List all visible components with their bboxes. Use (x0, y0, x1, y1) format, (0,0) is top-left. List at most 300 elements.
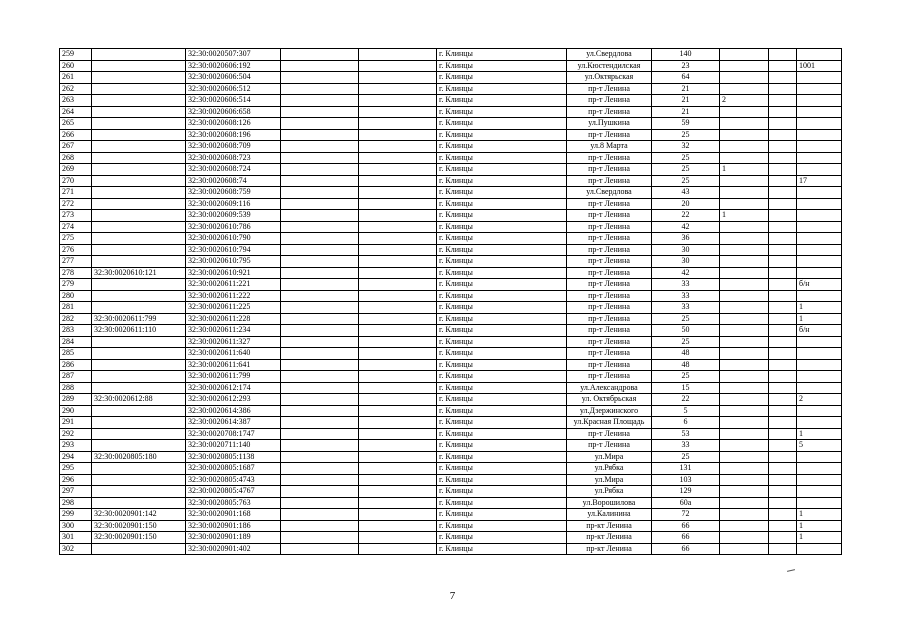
cadastral-number-cell: 32:30:0020608:196 (186, 129, 281, 141)
cadastral-number-cell: 32:30:0020611:228 (186, 313, 281, 325)
cadastral-number-cell: 32:30:0020901:189 (186, 532, 281, 544)
apartment-number-cell: б/н (797, 279, 842, 291)
empty-cell-b-cell (359, 164, 437, 176)
apartment-number-cell (797, 382, 842, 394)
city-cell: г. Клинцы (437, 129, 567, 141)
empty-cell-a-cell (281, 336, 359, 348)
empty-cell-c-cell (769, 233, 797, 245)
city-cell: г. Клинцы (437, 256, 567, 268)
street-cell: ул.Дзержинского (567, 405, 652, 417)
old-cadastral-number-cell (92, 244, 186, 256)
apartment-number-cell (797, 118, 842, 130)
apartment-number-cell (797, 336, 842, 348)
city-cell: г. Клинцы (437, 187, 567, 199)
apartment-number-cell (797, 198, 842, 210)
empty-cell-a-cell (281, 129, 359, 141)
street-cell: пр-т Ленина (567, 164, 652, 176)
house-number-cell: 22 (652, 210, 720, 222)
city-cell: г. Клинцы (437, 221, 567, 233)
apartment-number-cell: 2 (797, 394, 842, 406)
empty-cell-a-cell (281, 72, 359, 84)
empty-cell-c-cell (769, 371, 797, 383)
house-number-cell: 25 (652, 175, 720, 187)
table-row (60, 290, 842, 302)
apartment-number-cell (797, 267, 842, 279)
building-number-cell (720, 405, 769, 417)
empty-cell-b-cell (359, 313, 437, 325)
empty-cell-c-cell (769, 474, 797, 486)
city-cell: г. Клинцы (437, 382, 567, 394)
cadastral-number-cell: 32:30:0020606:658 (186, 106, 281, 118)
empty-cell-b-cell (359, 463, 437, 475)
old-cadastral-number-cell (92, 382, 186, 394)
building-number-cell (720, 509, 769, 521)
page-number: 7 (449, 590, 456, 602)
empty-cell-c-cell (769, 210, 797, 222)
empty-cell-c-cell (769, 405, 797, 417)
building-number-cell (720, 371, 769, 383)
cadastral-number-cell: 32:30:0020606:512 (186, 83, 281, 95)
row-number-cell: 291 (60, 417, 92, 429)
apartment-number-cell: 1 (797, 532, 842, 544)
empty-cell-b-cell (359, 187, 437, 199)
street-cell: пр-кт Ленина (567, 520, 652, 532)
empty-cell-c-cell (769, 451, 797, 463)
empty-cell-c-cell (769, 60, 797, 72)
old-cadastral-number-cell (92, 72, 186, 84)
empty-cell-a-cell (281, 49, 359, 61)
empty-cell-a-cell (281, 210, 359, 222)
city-cell: г. Клинцы (437, 313, 567, 325)
table-row (60, 83, 842, 95)
empty-cell-a-cell (281, 95, 359, 107)
city-cell: г. Клинцы (437, 543, 567, 555)
empty-cell-a-cell (281, 267, 359, 279)
house-number-cell: 32 (652, 141, 720, 153)
table-row (60, 497, 842, 509)
house-number-cell: 66 (652, 520, 720, 532)
table-row (60, 428, 842, 440)
old-cadastral-number-cell (92, 290, 186, 302)
city-cell: г. Клинцы (437, 520, 567, 532)
empty-cell-b-cell (359, 486, 437, 498)
old-cadastral-number-cell (92, 440, 186, 452)
apartment-number-cell (797, 543, 842, 555)
old-cadastral-number-cell (92, 152, 186, 164)
empty-cell-b-cell (359, 428, 437, 440)
table-row (60, 336, 842, 348)
row-number-cell: 292 (60, 428, 92, 440)
city-cell: г. Клинцы (437, 279, 567, 291)
empty-cell-c-cell (769, 118, 797, 130)
street-cell: ул.Рябка (567, 486, 652, 498)
empty-cell-a-cell (281, 451, 359, 463)
empty-cell-a-cell (281, 394, 359, 406)
table-row (60, 95, 842, 107)
building-number-cell (720, 382, 769, 394)
empty-cell-a-cell (281, 198, 359, 210)
empty-cell-c-cell (769, 348, 797, 360)
city-cell: г. Клинцы (437, 509, 567, 521)
cadastral-number-cell: 32:30:0020610:786 (186, 221, 281, 233)
row-number-cell: 287 (60, 371, 92, 383)
building-number-cell (720, 49, 769, 61)
building-number-cell (720, 359, 769, 371)
apartment-number-cell: 1 (797, 313, 842, 325)
building-number-cell (720, 543, 769, 555)
row-number-cell: 269 (60, 164, 92, 176)
street-cell: пр-т Ленина (567, 129, 652, 141)
old-cadastral-number-cell: 32:30:0020610:121 (92, 267, 186, 279)
table-row (60, 486, 842, 498)
empty-cell-a-cell (281, 325, 359, 337)
empty-cell-b-cell (359, 141, 437, 153)
old-cadastral-number-cell (92, 348, 186, 360)
street-cell: пр-т Ленина (567, 440, 652, 452)
street-cell: ул.Свердлова (567, 187, 652, 199)
empty-cell-c-cell (769, 463, 797, 475)
city-cell: г. Клинцы (437, 428, 567, 440)
building-number-cell (720, 325, 769, 337)
table-row (60, 210, 842, 222)
street-cell: пр-т Ленина (567, 348, 652, 360)
apartment-number-cell (797, 72, 842, 84)
building-number-cell (720, 302, 769, 314)
empty-cell-c-cell (769, 175, 797, 187)
street-cell: пр-т Ленина (567, 233, 652, 245)
apartment-number-cell (797, 290, 842, 302)
row-number-cell: 275 (60, 233, 92, 245)
empty-cell-c-cell (769, 129, 797, 141)
apartment-number-cell (797, 141, 842, 153)
empty-cell-a-cell (281, 348, 359, 360)
empty-cell-c-cell (769, 83, 797, 95)
empty-cell-b-cell (359, 279, 437, 291)
table-row (60, 72, 842, 84)
table-row (60, 313, 842, 325)
apartment-number-cell (797, 359, 842, 371)
cadastral-number-cell: 32:30:0020610:795 (186, 256, 281, 268)
cadastral-number-cell: 32:30:0020610:921 (186, 267, 281, 279)
cadastral-register-table (59, 48, 842, 555)
city-cell: г. Клинцы (437, 394, 567, 406)
empty-cell-b-cell (359, 417, 437, 429)
row-number-cell: 259 (60, 49, 92, 61)
empty-cell-b-cell (359, 256, 437, 268)
old-cadastral-number-cell (92, 198, 186, 210)
empty-cell-a-cell (281, 405, 359, 417)
empty-cell-c-cell (769, 543, 797, 555)
empty-cell-b-cell (359, 532, 437, 544)
empty-cell-a-cell (281, 60, 359, 72)
city-cell: г. Клинцы (437, 405, 567, 417)
empty-cell-c-cell (769, 221, 797, 233)
house-number-cell: 15 (652, 382, 720, 394)
house-number-cell: 59 (652, 118, 720, 130)
city-cell: г. Клинцы (437, 348, 567, 360)
building-number-cell (720, 256, 769, 268)
building-number-cell (720, 152, 769, 164)
old-cadastral-number-cell: 32:30:0020612:88 (92, 394, 186, 406)
empty-cell-a-cell (281, 244, 359, 256)
empty-cell-a-cell (281, 359, 359, 371)
house-number-cell: 50 (652, 325, 720, 337)
empty-cell-b-cell (359, 359, 437, 371)
row-number-cell: 299 (60, 509, 92, 521)
empty-cell-a-cell (281, 474, 359, 486)
street-cell: ул.Мира (567, 474, 652, 486)
street-cell: пр-т Ленина (567, 267, 652, 279)
building-number-cell (720, 279, 769, 291)
table-row (60, 244, 842, 256)
building-number-cell (720, 532, 769, 544)
apartment-number-cell (797, 244, 842, 256)
street-cell: ул.Красная Площадь (567, 417, 652, 429)
table-row (60, 382, 842, 394)
old-cadastral-number-cell (92, 279, 186, 291)
table-row (60, 543, 842, 555)
table-row (60, 267, 842, 279)
empty-cell-b-cell (359, 152, 437, 164)
cadastral-number-cell: 32:30:0020611:225 (186, 302, 281, 314)
cadastral-number-cell: 32:30:0020611:234 (186, 325, 281, 337)
row-number-cell: 296 (60, 474, 92, 486)
empty-cell-c-cell (769, 164, 797, 176)
row-number-cell: 297 (60, 486, 92, 498)
empty-cell-b-cell (359, 210, 437, 222)
cadastral-number-cell: 32:30:0020711:140 (186, 440, 281, 452)
cadastral-number-cell: 32:30:0020614:386 (186, 405, 281, 417)
street-cell: ул.8 Марта (567, 141, 652, 153)
table-row (60, 106, 842, 118)
cadastral-number-cell: 32:30:0020901:168 (186, 509, 281, 521)
empty-cell-b-cell (359, 129, 437, 141)
table-row (60, 118, 842, 130)
house-number-cell: 30 (652, 256, 720, 268)
street-cell: пр-т Ленина (567, 290, 652, 302)
house-number-cell: 42 (652, 267, 720, 279)
row-number-cell: 279 (60, 279, 92, 291)
street-cell: пр-т Ленина (567, 279, 652, 291)
old-cadastral-number-cell (92, 175, 186, 187)
house-number-cell: 25 (652, 164, 720, 176)
cadastral-number-cell: 32:30:0020608:723 (186, 152, 281, 164)
building-number-cell: 1 (720, 210, 769, 222)
building-number-cell (720, 394, 769, 406)
old-cadastral-number-cell (92, 95, 186, 107)
cadastral-number-cell: 32:30:0020608:709 (186, 141, 281, 153)
apartment-number-cell (797, 371, 842, 383)
old-cadastral-number-cell (92, 187, 186, 199)
apartment-number-cell: 1 (797, 428, 842, 440)
city-cell: г. Клинцы (437, 474, 567, 486)
house-number-cell: 33 (652, 440, 720, 452)
old-cadastral-number-cell (92, 359, 186, 371)
street-cell: пр-т Ленина (567, 210, 652, 222)
empty-cell-b-cell (359, 198, 437, 210)
empty-cell-c-cell (769, 72, 797, 84)
empty-cell-a-cell (281, 463, 359, 475)
building-number-cell: 1 (720, 164, 769, 176)
house-number-cell: 103 (652, 474, 720, 486)
row-number-cell: 277 (60, 256, 92, 268)
street-cell: пр-т Ленина (567, 95, 652, 107)
empty-cell-b-cell (359, 440, 437, 452)
city-cell: г. Клинцы (437, 49, 567, 61)
apartment-number-cell: 1001 (797, 60, 842, 72)
old-cadastral-number-cell (92, 141, 186, 153)
old-cadastral-number-cell (92, 118, 186, 130)
cadastral-number-cell: 32:30:0020612:174 (186, 382, 281, 394)
apartment-number-cell (797, 49, 842, 61)
house-number-cell: 6 (652, 417, 720, 429)
row-number-cell: 276 (60, 244, 92, 256)
street-cell: пр-т Ленина (567, 313, 652, 325)
city-cell: г. Клинцы (437, 417, 567, 429)
table-row (60, 141, 842, 153)
city-cell: г. Клинцы (437, 532, 567, 544)
empty-cell-c-cell (769, 509, 797, 521)
empty-cell-b-cell (359, 95, 437, 107)
row-number-cell: 298 (60, 497, 92, 509)
row-number-cell: 261 (60, 72, 92, 84)
cadastral-number-cell: 32:30:0020611:222 (186, 290, 281, 302)
city-cell: г. Клинцы (437, 440, 567, 452)
apartment-number-cell (797, 187, 842, 199)
empty-cell-a-cell (281, 290, 359, 302)
cadastral-number-cell: 32:30:0020611:641 (186, 359, 281, 371)
old-cadastral-number-cell (92, 371, 186, 383)
building-number-cell (720, 267, 769, 279)
building-number-cell (720, 244, 769, 256)
empty-cell-c-cell (769, 313, 797, 325)
house-number-cell: 25 (652, 371, 720, 383)
table-row (60, 129, 842, 141)
empty-cell-a-cell (281, 382, 359, 394)
old-cadastral-number-cell (92, 474, 186, 486)
old-cadastral-number-cell (92, 428, 186, 440)
street-cell: пр-т Ленина (567, 83, 652, 95)
city-cell: г. Клинцы (437, 497, 567, 509)
empty-cell-a-cell (281, 83, 359, 95)
street-cell: пр-т Ленина (567, 325, 652, 337)
empty-cell-c-cell (769, 520, 797, 532)
old-cadastral-number-cell (92, 164, 186, 176)
row-number-cell: 301 (60, 532, 92, 544)
empty-cell-b-cell (359, 83, 437, 95)
empty-cell-a-cell (281, 233, 359, 245)
old-cadastral-number-cell: 32:30:0020805:180 (92, 451, 186, 463)
city-cell: г. Клинцы (437, 486, 567, 498)
house-number-cell: 36 (652, 233, 720, 245)
apartment-number-cell (797, 233, 842, 245)
row-number-cell: 283 (60, 325, 92, 337)
old-cadastral-number-cell (92, 83, 186, 95)
empty-cell-c-cell (769, 106, 797, 118)
house-number-cell: 25 (652, 129, 720, 141)
street-cell: ул.Ворошилова (567, 497, 652, 509)
cadastral-number-cell: 32:30:0020708:1747 (186, 428, 281, 440)
apartment-number-cell: б/н (797, 325, 842, 337)
house-number-cell: 25 (652, 313, 720, 325)
cadastral-number-cell: 32:30:0020609:539 (186, 210, 281, 222)
cadastral-number-cell: 32:30:0020608:759 (186, 187, 281, 199)
empty-cell-a-cell (281, 520, 359, 532)
street-cell: ул.Александрова (567, 382, 652, 394)
cadastral-number-cell: 32:30:0020614:387 (186, 417, 281, 429)
old-cadastral-number-cell: 32:30:0020901:150 (92, 532, 186, 544)
street-cell: ул.Мира (567, 451, 652, 463)
street-cell: пр-т Ленина (567, 198, 652, 210)
table-row (60, 371, 842, 383)
table-row (60, 474, 842, 486)
row-number-cell: 271 (60, 187, 92, 199)
empty-cell-a-cell (281, 371, 359, 383)
row-number-cell: 284 (60, 336, 92, 348)
cadastral-number-cell: 32:30:0020609:116 (186, 198, 281, 210)
city-cell: г. Клинцы (437, 302, 567, 314)
building-number-cell (720, 313, 769, 325)
cadastral-number-cell: 32:30:0020805:4767 (186, 486, 281, 498)
empty-cell-b-cell (359, 118, 437, 130)
empty-cell-c-cell (769, 152, 797, 164)
table-row (60, 256, 842, 268)
house-number-cell: 25 (652, 451, 720, 463)
city-cell: г. Клинцы (437, 198, 567, 210)
house-number-cell: 43 (652, 187, 720, 199)
apartment-number-cell (797, 256, 842, 268)
row-number-cell: 302 (60, 543, 92, 555)
row-number-cell: 272 (60, 198, 92, 210)
old-cadastral-number-cell (92, 302, 186, 314)
cadastral-number-cell: 32:30:0020901:186 (186, 520, 281, 532)
building-number-cell (720, 106, 769, 118)
apartment-number-cell (797, 451, 842, 463)
empty-cell-b-cell (359, 520, 437, 532)
old-cadastral-number-cell: 32:30:0020901:142 (92, 509, 186, 521)
old-cadastral-number-cell (92, 233, 186, 245)
building-number-cell (720, 83, 769, 95)
row-number-cell: 293 (60, 440, 92, 452)
empty-cell-a-cell (281, 164, 359, 176)
row-number-cell: 262 (60, 83, 92, 95)
cadastral-number-cell: 32:30:0020507:307 (186, 49, 281, 61)
street-cell: пр-т Ленина (567, 106, 652, 118)
house-number-cell: 60а (652, 497, 720, 509)
house-number-cell: 22 (652, 394, 720, 406)
empty-cell-a-cell (281, 417, 359, 429)
empty-cell-a-cell (281, 221, 359, 233)
empty-cell-b-cell (359, 451, 437, 463)
street-cell: ул. Октябрьская (567, 394, 652, 406)
apartment-number-cell: 17 (797, 175, 842, 187)
empty-cell-a-cell (281, 175, 359, 187)
building-number-cell (720, 175, 769, 187)
street-cell: пр-кт Ленина (567, 543, 652, 555)
city-cell: г. Клинцы (437, 210, 567, 222)
street-cell: пр-т Ленина (567, 336, 652, 348)
empty-cell-a-cell (281, 106, 359, 118)
table-row (60, 520, 842, 532)
building-number-cell (720, 497, 769, 509)
old-cadastral-number-cell (92, 336, 186, 348)
street-cell: пр-т Ленина (567, 175, 652, 187)
street-cell: пр-т Ленина (567, 244, 652, 256)
old-cadastral-number-cell (92, 106, 186, 118)
row-number-cell: 295 (60, 463, 92, 475)
old-cadastral-number-cell: 32:30:0020901:150 (92, 520, 186, 532)
house-number-cell: 21 (652, 106, 720, 118)
